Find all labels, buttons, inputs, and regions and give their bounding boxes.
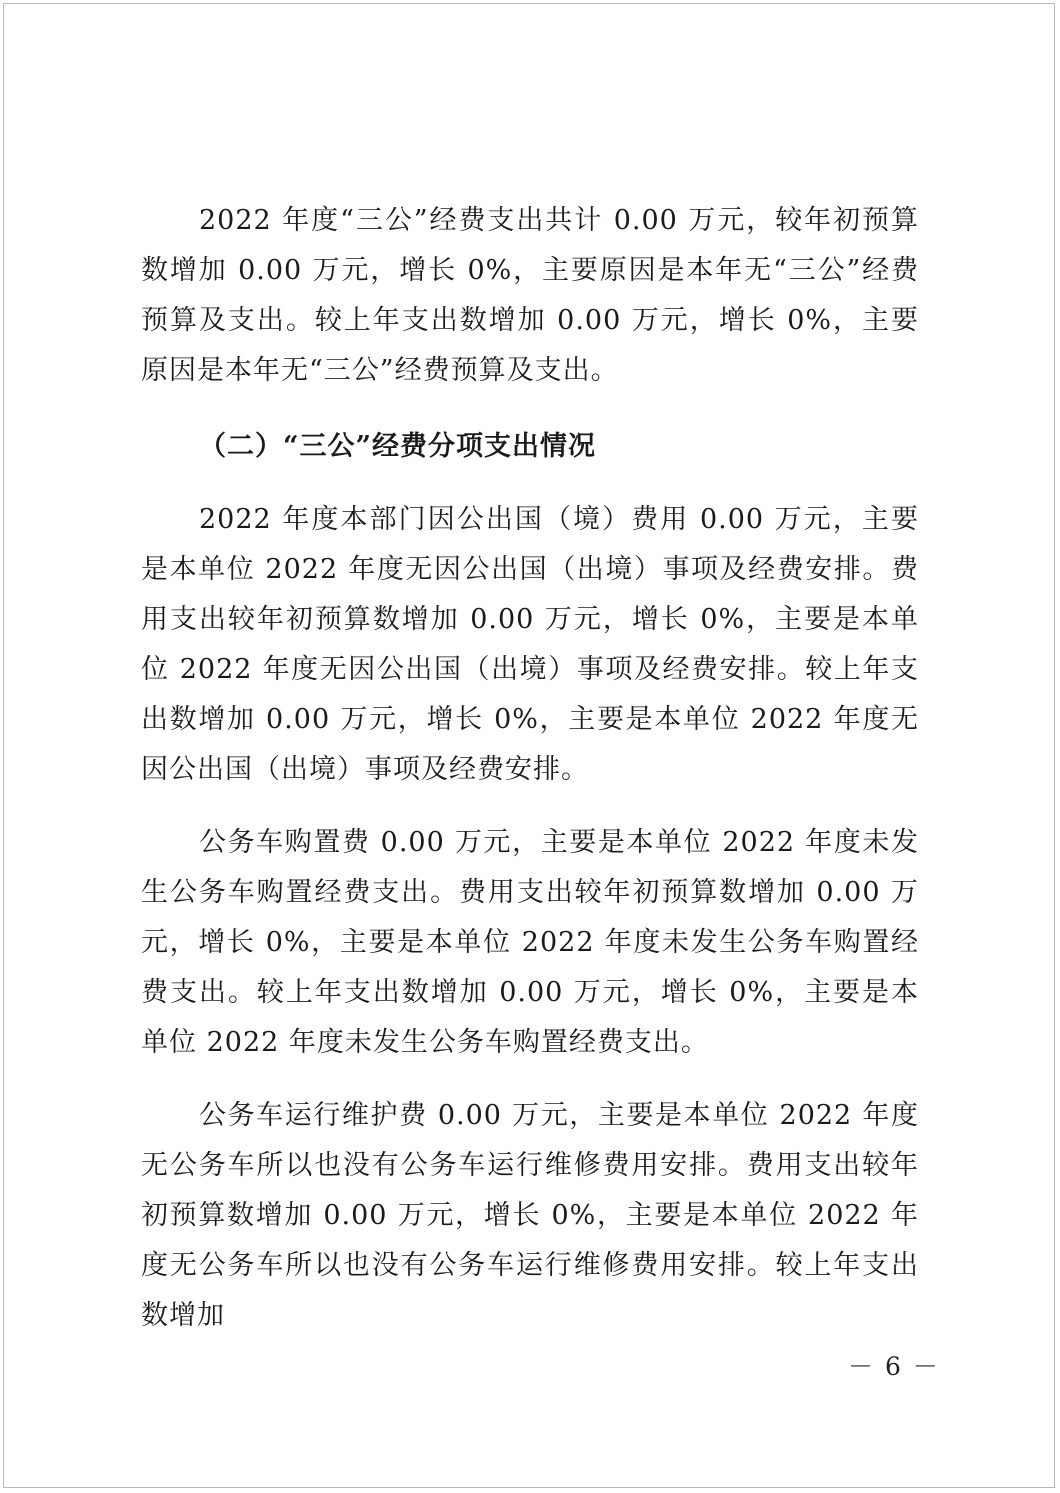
section-heading: （二）“三公”经费分项支出情况 <box>199 431 597 462</box>
paragraph-vehicle-maintenance: 公务车运行维护费 0.00 万元，主要是本单位 2022 年度无公务车所以也没有公务车运行维修费用安排。费用支出较年初预算数增加 0.00 万元，增长 0%，主要是本单位 2022 年度无公务车所以也没有公务车运行维修费用安排。较上年支出数增加 <box>141 1100 919 1331</box>
paragraph-overseas-travel: 2022 年度本部门因公出国（境）费用 0.00 万元，主要是本单位 2022 年度无因公出国（出境）事项及经费安排。费用支出较年初预算数增加 0.00 万元，增长 0%，主要是本单位 2022 年度无因公出国（出境）事项及经费安排。较上年支出数增加 0.00 万元，增长 0%，主要是本单位 2022 年度无因公出国（出境）事项及经费安排。 <box>141 504 919 785</box>
document-body <box>141 196 919 1341</box>
page-number: － 6 － <box>848 1352 940 1381</box>
paragraph-total-expenditure: 2022 年度“三公”经费支出共计 0.00 万元，较年初预算数增加 0.00 万元，增长 0%，主要原因是本年无“三公”经费预算及支出。较上年支出数增加 0.00 万元，增长 0%，主要原因是本年无“三公”经费预算及支出。 <box>141 205 919 386</box>
paragraph-vehicle-purchase: 公务车购置费 0.00 万元，主要是本单位 2022 年度未发生公务车购置经费支出。费用支出较年初预算数增加 0.00 万元，增长 0%，主要是本单位 2022 年度未发生公务车购置经费支出。较上年支出数增加 0.00 万元，增长 0%，主要是本单位 2022 年度未发生公务车购置经费支出。 <box>141 827 919 1058</box>
